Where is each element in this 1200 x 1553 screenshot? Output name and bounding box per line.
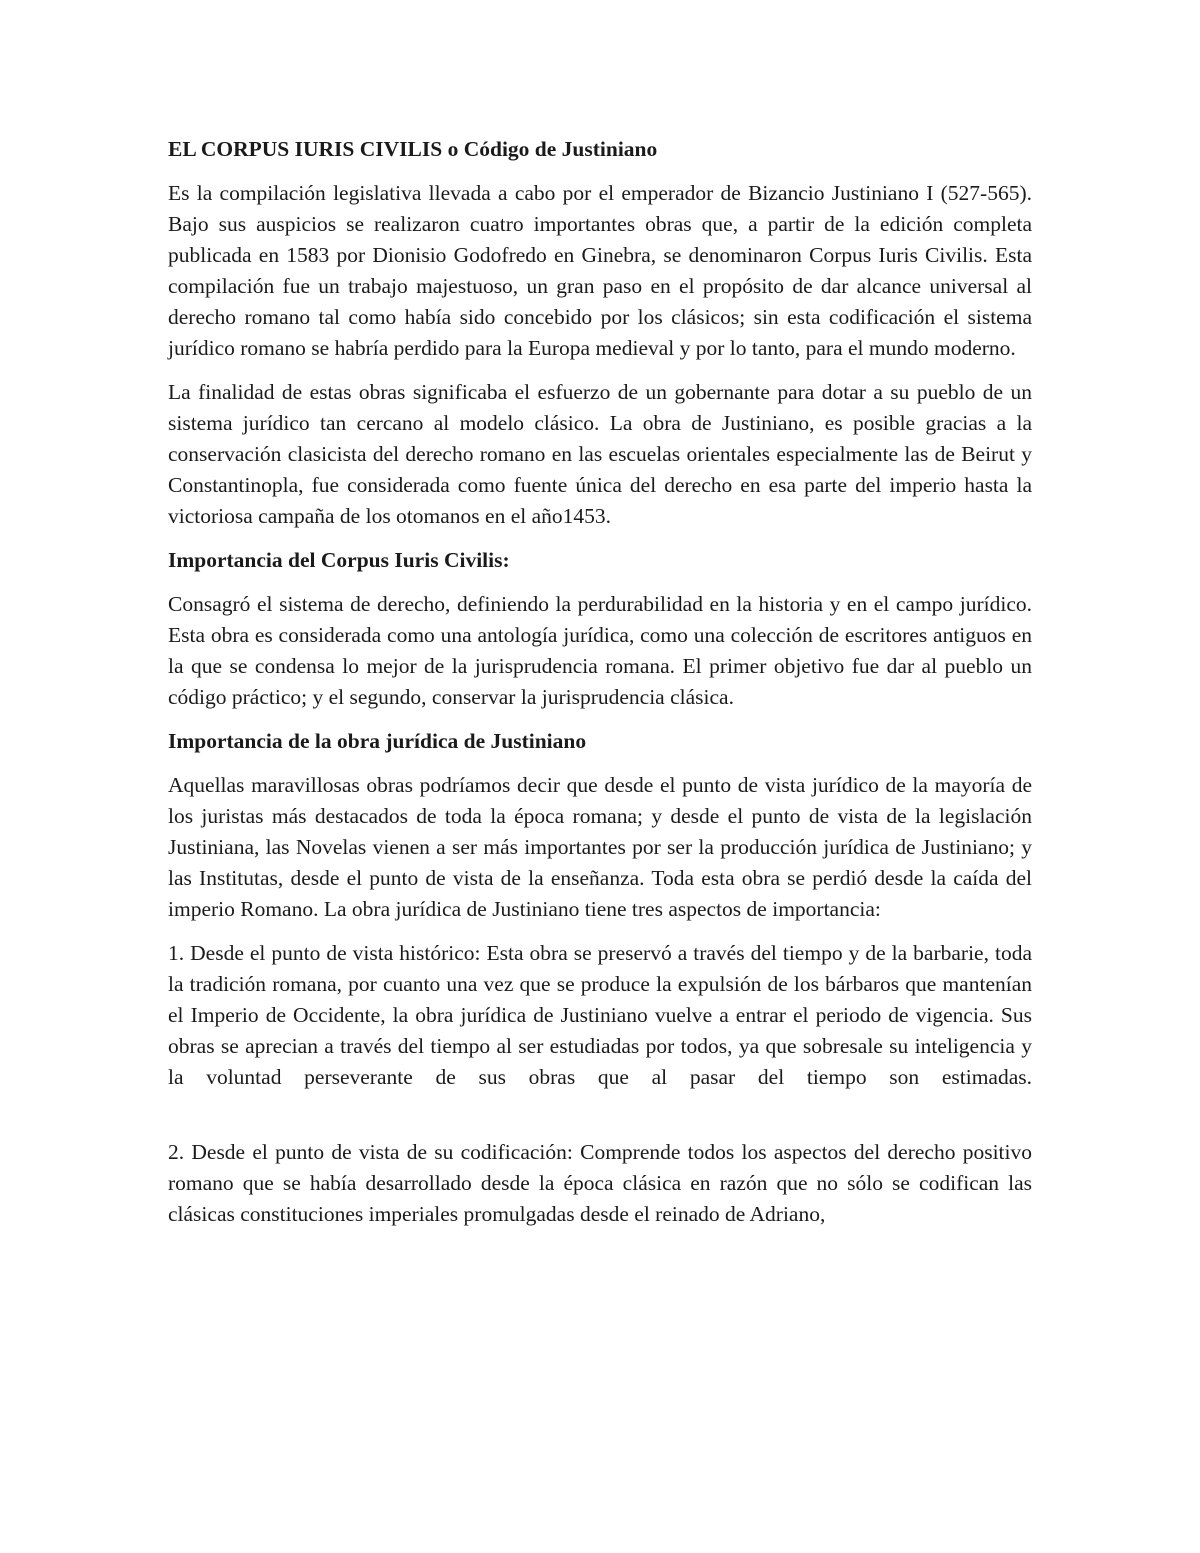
document-body (168, 134, 1032, 1243)
heading-importance-work: Importancia de la obra jurídica de Justiniano (168, 729, 587, 753)
paragraph-historical-aspect: 1. Desde el punto de vista histórico: Esta obra se preservó a través del tiempo y de la barbarie, toda la tradición romana, por cuanto una vez que se produce la expulsión de los bárbaros que mantenían el Imperio de Occidente, la obra jurídica de Justiniano vuelve a entrar el periodo de vigencia. Sus obras se aprecian a través del tiempo al ser estudiadas por todos, ya que sobresale su inteligencia y la voluntad perseverante de sus obras que al pasar del tiempo son estimadas. (168, 941, 1032, 1089)
document-title: EL CORPUS IURIS CIVILIS o Código de Justiniano (168, 137, 658, 161)
paragraph-importance-corpus: Consagró el sistema de derecho, definiendo la perdurabilidad en la historia y en el campo jurídico. Esta obra es considerada como una antología jurídica, como una colección de escritores antiguos en la que se condensa lo mejor de la jurisprudencia romana. El primer objetivo fue dar al pueblo un código práctico; y el segundo, conservar la jurisprudencia clásica. (168, 592, 1032, 709)
paragraph-intro: Es la compilación legislativa llevada a cabo por el emperador de Bizancio Justiniano I (527-565). Bajo sus auspicios se realizaron cuatro importantes obras que, a partir de la edición completa publicada en 1583 por Dionisio Godofredo en Ginebra, se denominaron Corpus Iuris Civilis. Esta compilación fue un trabajo majestuoso, un gran paso en el propósito de dar alcance universal al derecho romano tal como había sido concebido por los clásicos; sin esta codificación el sistema jurídico romano se habría perdido para la Europa medieval y por lo tanto, para el mundo moderno. (168, 181, 1032, 360)
heading-importance-corpus: Importancia del Corpus Iuris Civilis: (168, 548, 510, 572)
paragraph-codification-aspect: 2. Desde el punto de vista de su codificación: Comprende todos los aspectos del derecho positivo romano que se había desarrollado desde la época clásica en razón que no sólo se codifican las clásicas constituciones imperiales promulgadas desde el reinado de Adriano, (168, 1140, 1032, 1226)
paragraph-purpose: La finalidad de estas obras significaba el esfuerzo de un gobernante para dotar a su pueblo de un sistema jurídico tan cercano al modelo clásico. La obra de Justiniano, es posible gracias a la conservación clasicista del derecho romano en las escuelas orientales especialmente las de Beirut y Constantinopla, fue considerada como fuente única del derecho en esa parte del imperio hasta la victoriosa campaña de los otomanos en el año1453. (168, 380, 1032, 528)
paragraph-importance-work: Aquellas maravillosas obras podríamos decir que desde el punto de vista jurídico de la mayoría de los juristas más destacados de toda la época romana; y desde el punto de vista de la legislación Justiniana, las Novelas vienen a ser más importantes por ser la producción jurídica de Justiniano; y las Institutas, desde el punto de vista de la enseñanza. Toda esta obra se perdió desde la caída del imperio Romano. La obra jurídica de Justiniano tiene tres aspectos de importancia: (168, 773, 1032, 921)
